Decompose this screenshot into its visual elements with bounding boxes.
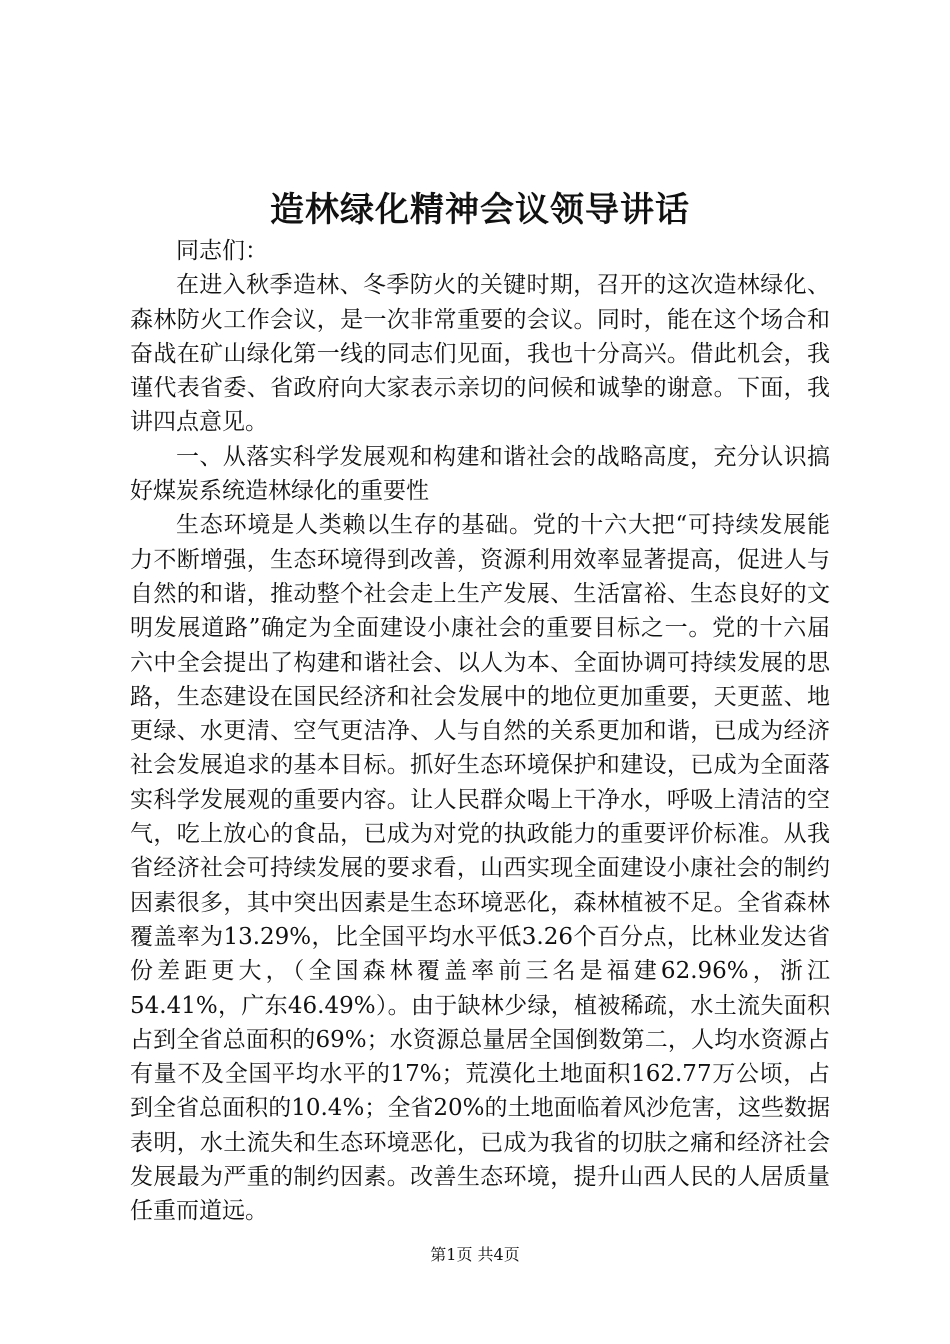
- document-title: 造林绿化精神会议领导讲话: [270, 190, 690, 230]
- page-footer: 第1页 共4页: [430, 1245, 520, 1264]
- document-body: [130, 234, 830, 1229]
- salutation-paragraph: 同志们：: [176, 238, 268, 264]
- intro-paragraph: 在进入秋季造林、冬季防火的关键时期，召开的这次造林绿化、森林防火工作会议，是一次非常重要的会议。同时，能在这个场合和奋战在矿山绿化第一线的同志们见面，我也十分高兴。借此机会，我谨代表省委、省政府向大家表示亲切的问候和诚挚的谢意。下面，我讲四点意见。: [130, 272, 830, 436]
- body-paragraph: 生态环境是人类赖以生存的基础。党的十六大把“可持续发展能力不断增强，生态环境得到改善，资源利用效率显著提高，促进人与自然的和谐，推动整个社会走上生产发展、生活富裕、生态良好的文明发展道路”确定为全面建设小康社会的重要目标之一。党的十六届六中全会提出了构建和谐社会、以人为本、全面协调可持续发展的思路，生态建设在国民经济和社会发展中的地位更加重要，天更蓝、地更绿、水更清、空气更洁净、人与自然的关系更加和谐，已成为经济社会发展追求的基本目标。抓好生态环境保护和建设，已成为全面落实科学发展观的重要内容。让人民群众喝上干净水，呼吸上清洁的空气，吃上放心的食品，已成为对党的执政能力的重要评价标准。从我省经济社会可持续发展的要求看，山西实现全面建设小康社会的制约因素很多，其中突出因素是生态环境恶化，森林植被不足。全省森林覆盖率为13.29%，比全国平均水平低3.26个百分点，比林业发达省份差距更大，（全国森林覆盖率前三名是福建62.96%，浙江54.41%，广东46.49%）。由于缺林少绿，植被稀疏，水土流失面积占到全省总面积的69%；水资源总量居全国倒数第二，人均水资源占有量不及全国平均水平的17%；荒漠化土地面积162.77万公顷，占到全省总面积的10.4%；全省20%的土地面临着风沙危害，这些数据表明，水土流失和生态环境恶化，已成为我省的切肤之痛和经济社会发展最为严重的制约因素。改善生态环境，提升山西人民的人居质量任重而道远。: [130, 512, 830, 1225]
- section-heading-paragraph: 一、从落实科学发展观和构建和谐社会的战略高度，充分认识搞好煤炭系统造林绿化的重要性: [130, 443, 830, 505]
